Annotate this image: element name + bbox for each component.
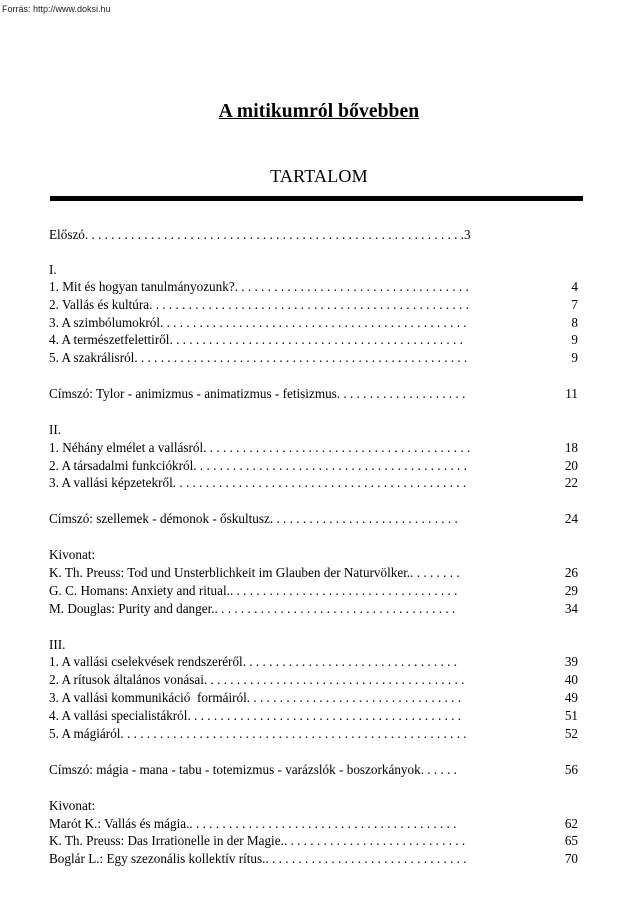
- contents-heading: TARTALOM: [270, 166, 368, 186]
- toc-page-number: 34: [564, 601, 578, 616]
- toc-page-number: 29: [564, 583, 578, 598]
- heading-divider: [50, 196, 583, 201]
- toc-page-number: 40: [564, 672, 578, 687]
- toc-entry: Címszó: Tylor - animizmus - animatizmus - fetisizmus. . . . . . . . . . . . . . . . . . . .: [49, 386, 466, 401]
- toc-page-number: 62: [564, 816, 578, 831]
- toc-page-number: 24: [564, 511, 578, 526]
- toc-section-heading: III.: [49, 637, 66, 652]
- toc-page-number: 7: [571, 297, 578, 312]
- toc-page-number: 56: [564, 762, 578, 777]
- toc-entry: 2. Vallás és kultúra. . . . . . . . . . . . . . . . . . . . . . . . . . . . . . . . . . . . . . . . . . . . . . . . .: [49, 297, 469, 312]
- toc-page-number: 49: [564, 690, 578, 705]
- toc-entry: Boglár L.: Egy szezonális kollektív rítus.. . . . . . . . . . . . . . . . . . . . . . . . . . . . . . .: [49, 851, 467, 866]
- toc-page-number: 52: [564, 726, 578, 741]
- toc-page-number: 39: [564, 654, 578, 669]
- toc-entry: Marót K.: Vallás és mágia.. . . . . . . . . . . . . . . . . . . . . . . . . . . . . . . . . . . . . . . . .: [49, 816, 457, 831]
- toc-page-number: 26: [564, 565, 578, 580]
- toc-entry: 5. A mágiáról. . . . . . . . . . . . . . . . . . . . . . . . . . . . . . . . . . . . . . . . . . . . . . . . . . . . .: [49, 726, 467, 741]
- toc-page-number: 70: [564, 851, 578, 866]
- toc-section-heading: Kivonat:: [49, 798, 96, 813]
- toc-page-number: 65: [564, 833, 578, 848]
- toc-page-number: 4: [571, 279, 578, 294]
- toc-entry: 5. A szakrálisról. . . . . . . . . . . . . . . . . . . . . . . . . . . . . . . . . . . . . . . . . . . . . . . . . . .: [49, 350, 468, 365]
- toc-entry: 2. A társadalmi funkciókról. . . . . . . . . . . . . . . . . . . . . . . . . . . . . . . . . . . . . . . . . .: [49, 458, 467, 473]
- toc-entry: 1. Néhány elmélet a vallásról. . . . . . . . . . . . . . . . . . . . . . . . . . . . . . . . . . . . . . . . .: [49, 440, 471, 455]
- toc-page-number: 51: [564, 708, 578, 723]
- source-url: Forrás: http://www.doksi.hu: [2, 4, 111, 14]
- toc-page-number: 20: [564, 458, 578, 473]
- toc-entry: 4. A természetfelettiről. . . . . . . . . . . . . . . . . . . . . . . . . . . . . . . . . . . . . . . . . . . . .: [49, 332, 463, 347]
- toc-entry: Címszó: mágia - mana - tabu - totemizmus - varázslók - boszorkányok. . . . . .: [49, 762, 457, 777]
- toc-preface: Előszó. . . . . . . . . . . . . . . . . . . . . . . . . . . . . . . . . . . . . . . . . . . . . . . . . . . . . . . . . .3: [49, 227, 471, 242]
- toc-page-number: 22: [564, 475, 578, 490]
- toc-page-number: 9: [571, 332, 578, 347]
- toc-page-number: 11: [565, 386, 578, 401]
- toc-entry: K. Th. Preuss: Tod und Unsterblichkeit im Glauben der Naturvölker.. . . . . . . .: [49, 565, 460, 580]
- toc-entry: 3. A vallási kommunikáció formáiról. . . . . . . . . . . . . . . . . . . . . . . . . . . . . . . . .: [49, 690, 462, 705]
- toc-entry: 3. A szimbólumokról. . . . . . . . . . . . . . . . . . . . . . . . . . . . . . . . . . . . . . . . . . . . . . .: [49, 315, 467, 330]
- toc-entry: G. C. Homans: Anxiety and ritual.. . . . . . . . . . . . . . . . . . . . . . . . . . . . . . . . . . .: [49, 583, 458, 598]
- document-title: A mitikumról bővebben: [218, 101, 420, 122]
- toc-entry: 4. A vallási specialistákról. . . . . . . . . . . . . . . . . . . . . . . . . . . . . . . . . . . . . . . . . .: [49, 708, 462, 723]
- toc-entry: 3. A vallási képzetekről. . . . . . . . . . . . . . . . . . . . . . . . . . . . . . . . . . . . . . . . . . . . .: [49, 475, 467, 490]
- toc-entry: M. Douglas: Purity and danger.. . . . . . . . . . . . . . . . . . . . . . . . . . . . . . . . . . . . .: [49, 601, 456, 616]
- toc-page-number: 8: [571, 315, 578, 330]
- toc-section-heading: I.: [49, 262, 57, 277]
- toc-section-heading: Kivonat:: [49, 547, 96, 562]
- toc-entry: 1. Mit és hogyan tanulmányozunk?. . . . . . . . . . . . . . . . . . . . . . . . . . . . . . . . . . . .: [49, 279, 469, 294]
- toc-entry: 1. A vallási cselekvések rendszeréről. . . . . . . . . . . . . . . . . . . . . . . . . . . . . . . . .: [49, 654, 458, 669]
- toc-section-heading: II.: [49, 422, 62, 437]
- toc-page-number: 18: [564, 440, 578, 455]
- toc-page-number: 9: [571, 350, 578, 365]
- toc-entry: Címszó: szellemek - démonok - őskultusz. . . . . . . . . . . . . . . . . . . . . . . . . . . . .: [49, 511, 458, 526]
- toc-entry: 2. A rítusok általános vonásai. . . . . . . . . . . . . . . . . . . . . . . . . . . . . . . . . . . . . . . .: [49, 672, 465, 687]
- toc-entry: K. Th. Preuss: Das Irrationelle in der Magie.. . . . . . . . . . . . . . . . . . . . . . . . . . . .: [49, 833, 466, 848]
